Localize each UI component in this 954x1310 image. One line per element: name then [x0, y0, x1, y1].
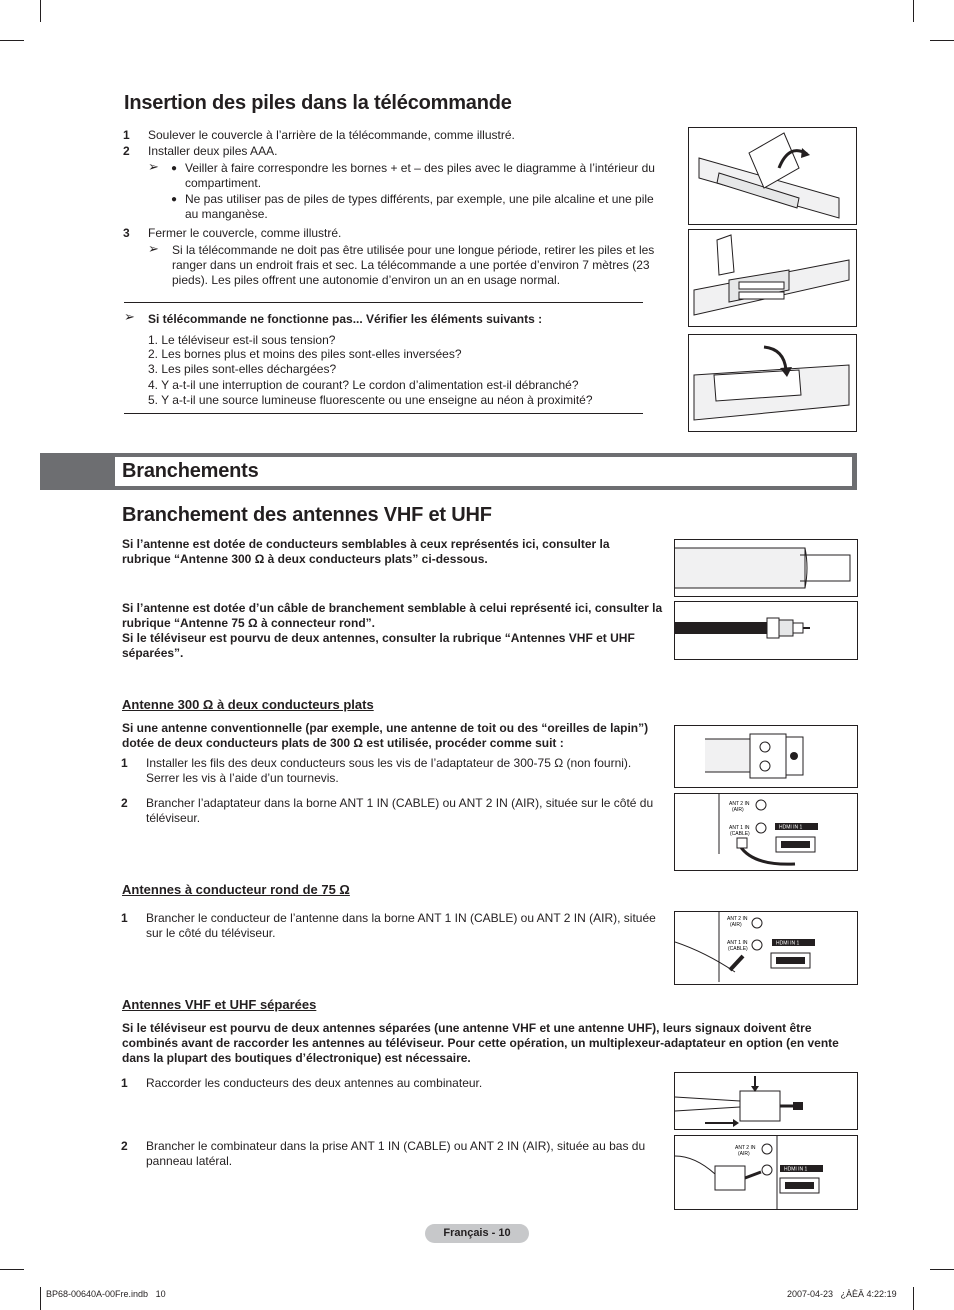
step-text: Raccorder les conducteurs des deux antennes au combinateur. [146, 1076, 483, 1090]
hdmi-label: HDMI IN 1 [779, 824, 803, 831]
check-item: 3. Les piles sont-elles déchargées? [148, 362, 337, 376]
air-label: (AIR) [738, 1151, 750, 1157]
check-item: 1. Le téléviseur est-il sous tension? [148, 333, 336, 347]
subsection-title: Antennes VHF et UHF séparées [122, 997, 317, 1012]
note-arrow-icon: ➢ [124, 309, 135, 324]
intro-text: Si l’antenne est dotée d’un câble de branchement semblable à celui représenté ici, consulter la rubrique “Antenne 75 Ω à connecteur rond”. [122, 601, 663, 630]
remote-close-cover-figure [688, 334, 857, 432]
step-text: Brancher le conducteur de l’antenne dans la borne ANT 1 IN (CABLE) ou ANT 2 IN (AIR), située sur le côté du téléviseur. [146, 911, 656, 940]
step-number: 1 [121, 756, 128, 770]
step-text: Installer les fils des deux conducteurs sous les vis de l’adaptateur de 300-75 Ω (non fourni). Serrer les vis à l’aide d’un tournevis. [146, 756, 632, 785]
adapter-figure [674, 725, 858, 788]
check-item: 4. Y a-t-il une interruption de courant? Le cordon d’alimentation est-il débranché? [148, 378, 579, 392]
section-title-antennas: Branchement des antennes VHF et UHF [122, 504, 492, 526]
step-number: 1 [121, 1076, 128, 1090]
bullet-icon: ● [171, 163, 178, 174]
intro-text: Si le téléviseur est pourvu de deux antennes, consulter la rubrique “Antennes VHF et UHF séparées”. [122, 631, 635, 660]
crop-mark [930, 1269, 954, 1270]
ant1-label: ANT 1 IN [729, 825, 750, 831]
crop-mark [0, 40, 24, 41]
note-arrow-icon: ➢ [148, 241, 159, 256]
subsection-title: Antennes à conducteur rond de 75 Ω [122, 882, 350, 897]
subsection-title: Antenne 300 Ω à deux conducteurs plats [122, 697, 374, 712]
step-number: 2 [123, 144, 130, 158]
hdmi-label: HDMI IN 1 [776, 940, 800, 947]
bullet-icon: ● [171, 194, 178, 205]
cable-label: (CABLE) [728, 946, 748, 952]
step-number: 2 [121, 796, 128, 810]
check-item: 5. Y a-t-il une source lumineuse fluorescente ou une enseigne au néon à proximité? [148, 393, 593, 407]
bullet-text: Veiller à faire correspondre les bornes + et – des piles avec le diagramme à l’intérieur du compartiment. [185, 161, 655, 190]
section-banner-title: Branchements [122, 460, 259, 482]
subsection-lead: Si le téléviseur est pourvu de deux antennes séparées (une antenne VHF et une antenne UHF), leurs signaux doivent être combinés avant de raccorder les antennes au téléviseur. Pour cette opération, un multiplexeur-adaptateur en option (en vente dans la plupart des boutiques d’électronique) est nécessaire. [122, 1021, 839, 1065]
coax-cable-figure [674, 601, 858, 660]
step-text: Soulever le couvercle à l’arrière de la télécommande, comme illustré. [148, 128, 515, 142]
flat-lead-figure [674, 539, 858, 597]
footer-file: BP68-00640A-00Fre.indb 10 [46, 1289, 166, 1299]
crop-mark [913, 1287, 914, 1310]
crop-mark [40, 0, 41, 22]
crop-mark [913, 0, 914, 22]
ant2-label: ANT 2 IN [735, 1145, 756, 1151]
divider [124, 413, 643, 414]
cable-label: (CABLE) [730, 831, 750, 837]
hdmi-label: HDMI IN 1 [784, 1166, 808, 1173]
check-item: 2. Les bornes plus et moins des piles sont-elles inversées? [148, 347, 462, 361]
step-number: 1 [123, 128, 130, 142]
step-number: 3 [123, 226, 130, 240]
divider [124, 302, 643, 303]
crop-mark [930, 40, 954, 41]
tv-coax-jack-figure [674, 911, 858, 985]
step-text: Installer deux piles AAA. [148, 144, 278, 158]
footer-date: 2007-04-23 ¿ÀÈÄ 4:22:19 [787, 1289, 897, 1299]
air-label: (AIR) [730, 922, 742, 928]
combiner-figure [674, 1072, 858, 1130]
step-text: Brancher le combinateur dans la prise ANT 1 IN (CABLE) ou ANT 2 IN (AIR), située au bas du panneau latéral. [146, 1139, 646, 1168]
ant1-label: ANT 1 IN [727, 940, 748, 946]
intro-text: Si l’antenne est dotée de conducteurs semblables à ceux représentés ici, consulter la rubrique “Antenne 300 Ω à deux conducteurs plats” ci-dessous. [122, 537, 610, 566]
remote-batteries-figure [688, 229, 857, 327]
combiner-tv-figure [674, 1135, 858, 1210]
step-text: Fermer le couvercle, comme illustré. [148, 226, 342, 240]
subsection-lead: Si une antenne conventionnelle (par exemple, une antenne de toit ou des “oreilles de lapin”) dotée de deux conducteurs plats de 300 Ω est utilisée, procéder comme suit : [122, 721, 649, 750]
page-number-badge: Français - 10 [425, 1224, 529, 1243]
bullet-text: Ne pas utiliser pas de piles de types différents, par exemple, une pile alcaline et une pile au manganèse. [185, 192, 654, 221]
crop-mark [0, 1269, 24, 1270]
ant2-label: ANT 2 IN [727, 916, 748, 922]
section-title-batteries: Insertion des piles dans la télécommande [124, 92, 512, 114]
remote-open-cover-figure [688, 127, 857, 225]
crop-mark [40, 1287, 41, 1310]
tv-ant-jack-figure [674, 793, 858, 871]
step-number: 1 [121, 911, 128, 925]
troubleshoot-title: Si télécommande ne fonctionne pas... Vérifier les éléments suivants : [148, 312, 543, 326]
note-text: Si la télécommande ne doit pas être utilisée pour une longue période, retirer les piles et les ranger dans un endroit frais et sec. La télécommande a une portée d’environ 7 mètres (23 pieds). Les piles offrent une autonomie d’environ un an en usage normal. [172, 243, 655, 287]
note-arrow-icon: ➢ [148, 159, 159, 174]
ant2-label: ANT 2 IN [729, 801, 750, 807]
step-text: Brancher l’adaptateur dans la borne ANT 1 IN (CABLE) ou ANT 2 IN (AIR), située sur le côté du téléviseur. [146, 796, 654, 825]
air-label: (AIR) [732, 807, 744, 813]
step-number: 2 [121, 1139, 128, 1153]
